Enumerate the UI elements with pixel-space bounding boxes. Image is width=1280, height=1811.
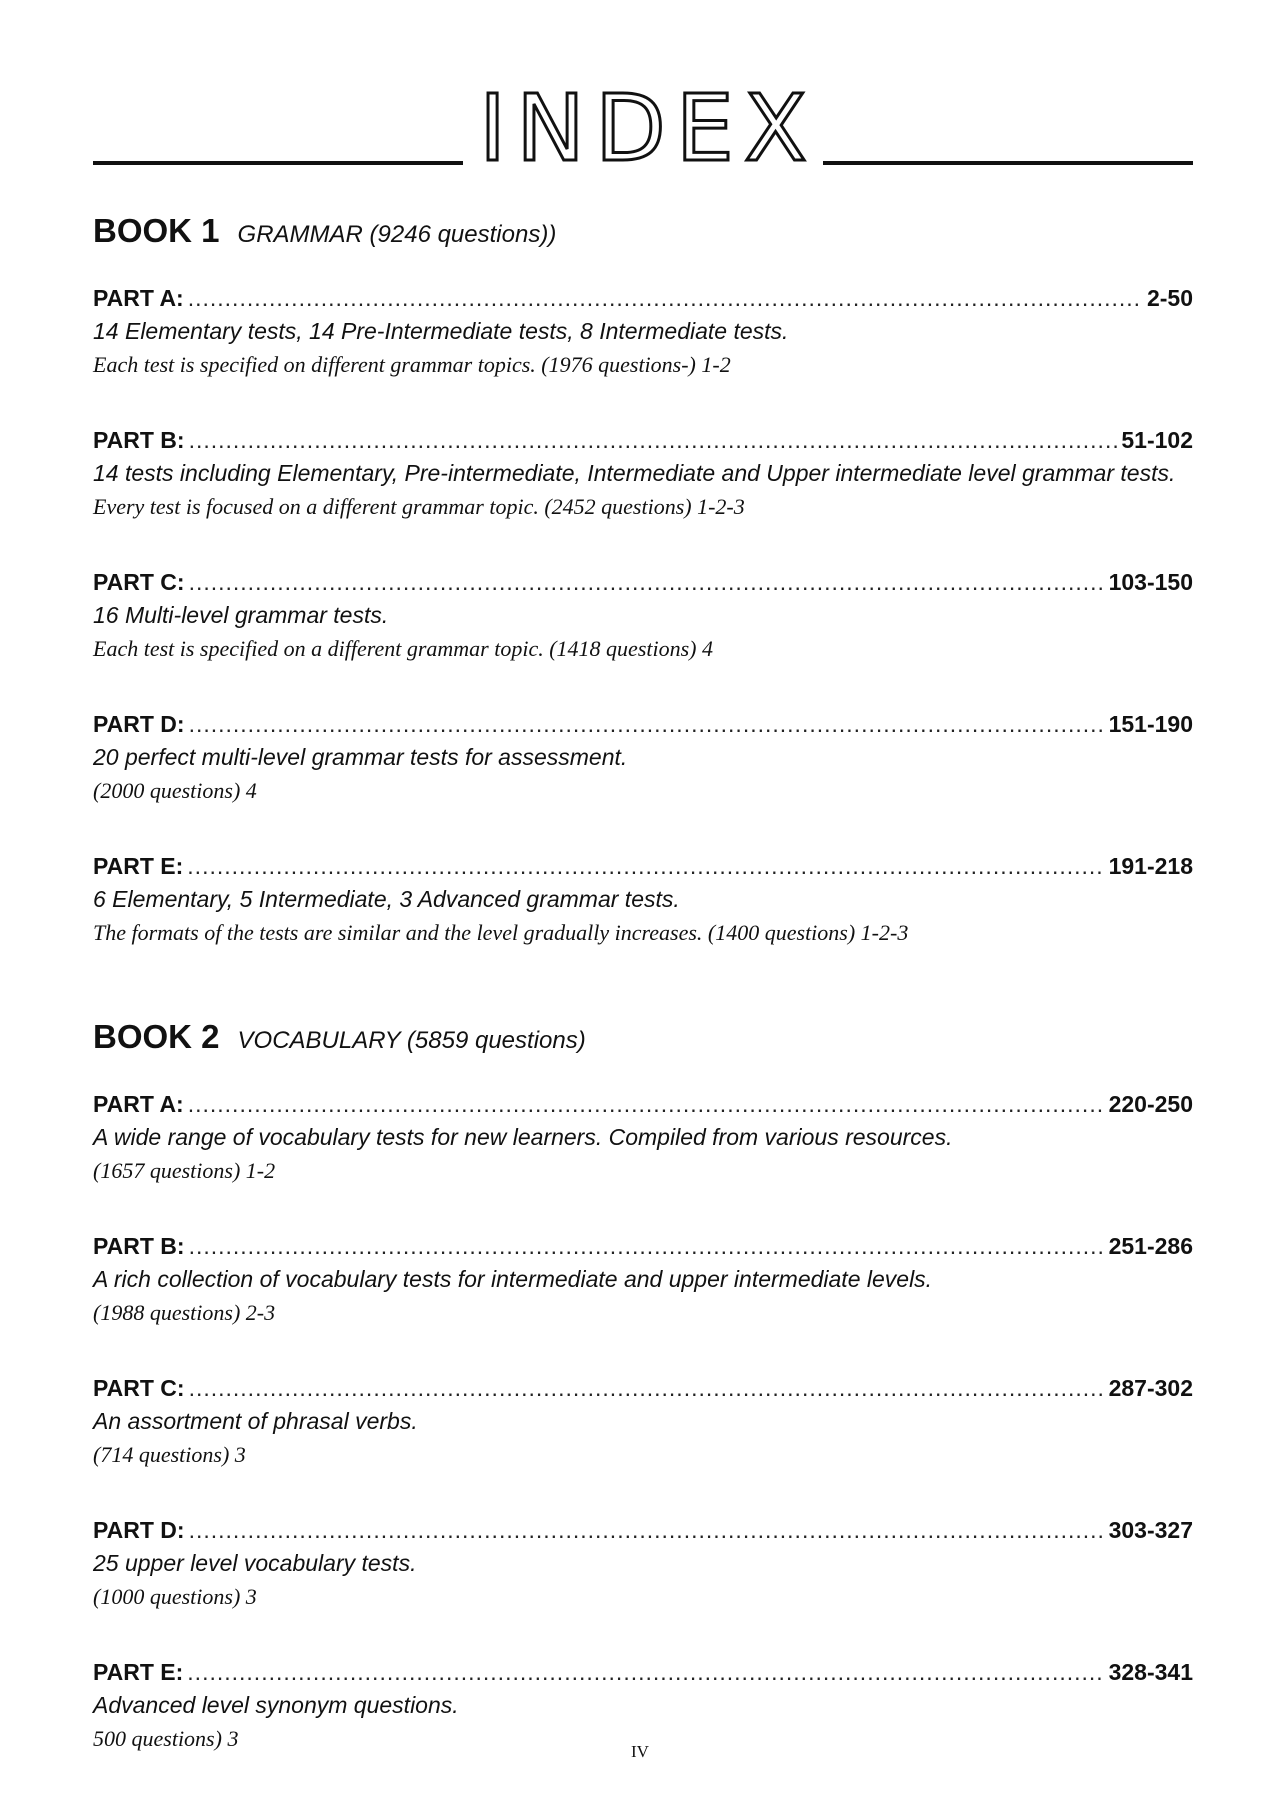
dot-leader xyxy=(189,1514,1105,1546)
part-label: PART A: xyxy=(93,285,184,311)
page-range: 103-150 xyxy=(1108,569,1193,595)
index-entry-book1-part-d[interactable] xyxy=(93,708,1193,808)
part-description: 6 Elementary, 5 Intermediate, 3 Advanced grammar tests. xyxy=(93,886,680,912)
part-note: (1000 questions) 3 xyxy=(93,1584,257,1609)
page-range: 251-286 xyxy=(1108,1233,1193,1259)
book-subtitle: GRAMMAR (9246 questions)) xyxy=(237,221,557,248)
page-number: IV xyxy=(631,1742,649,1761)
part-label: PART C: xyxy=(93,569,185,595)
index-entry-book1-part-b[interactable] xyxy=(93,424,1193,524)
book-heading xyxy=(93,212,1193,258)
book-2-section xyxy=(93,1018,1193,1798)
book-label: BOOK 2 xyxy=(93,1018,220,1055)
part-note: 500 questions) 3 xyxy=(93,1726,239,1751)
page-range: 2-50 xyxy=(1146,285,1193,311)
part-note: Every test is focused on a different grammar topic. (2452 questions) 1-2-3 xyxy=(93,494,745,519)
index-entry-book2-part-b[interactable] xyxy=(93,1230,1193,1330)
page-range: 287-302 xyxy=(1108,1375,1193,1401)
index-entry-book2-part-c[interactable] xyxy=(93,1372,1193,1472)
book-1-section xyxy=(93,212,1193,992)
part-note: (1657 questions) 1-2 xyxy=(93,1158,276,1183)
dot-leader xyxy=(187,850,1104,882)
part-label: PART C: xyxy=(93,1375,185,1401)
book-label: BOOK 1 xyxy=(93,212,220,249)
dot-leader xyxy=(187,1656,1104,1688)
page-range: 328-341 xyxy=(1108,1659,1193,1685)
page-range: 51-102 xyxy=(1121,427,1193,453)
index-entry-book1-part-a[interactable] xyxy=(93,282,1193,382)
dot-leader xyxy=(188,282,1143,314)
part-description: 20 perfect multi-level grammar tests for assessment. xyxy=(93,744,628,770)
part-description: 14 tests including Elementary, Pre-intermediate, Intermediate and Upper intermediate level grammar tests. xyxy=(93,460,1176,486)
dot-leader xyxy=(188,1088,1105,1120)
part-description: 16 Multi-level grammar tests. xyxy=(93,602,389,628)
part-description: 14 Elementary tests, 14 Pre-Intermediate tests, 8 Intermediate tests. xyxy=(93,318,789,344)
part-label: PART B: xyxy=(93,427,185,453)
dot-leader xyxy=(189,1372,1105,1404)
part-note: (2000 questions) 4 xyxy=(93,778,257,803)
page-range: 220-250 xyxy=(1108,1091,1193,1117)
part-note: (714 questions) 3 xyxy=(93,1442,246,1467)
dot-leader xyxy=(189,708,1105,740)
page-title-text: INDEX xyxy=(463,88,823,170)
part-label: PART D: xyxy=(93,711,185,737)
part-note: Each test is specified on a different grammar topic. (1418 questions) 4 xyxy=(93,636,713,661)
page-range: 191-218 xyxy=(1108,853,1193,879)
part-note: The formats of the tests are similar and the level gradually increases. (1400 questions) 1-2-3 xyxy=(93,920,909,945)
part-description: Advanced level synonym questions. xyxy=(93,1692,459,1718)
book-subtitle: VOCABULARY (5859 questions) xyxy=(237,1027,586,1054)
index-entry-book1-part-c[interactable] xyxy=(93,566,1193,666)
page-range: 151-190 xyxy=(1108,711,1193,737)
index-entry-book2-part-e[interactable] xyxy=(93,1656,1193,1756)
part-label: PART E: xyxy=(93,1659,184,1685)
part-description: A rich collection of vocabulary tests for intermediate and upper intermediate levels. xyxy=(93,1266,933,1292)
part-note: (1988 questions) 2-3 xyxy=(93,1300,276,1325)
part-label: PART B: xyxy=(93,1233,185,1259)
dot-leader xyxy=(189,1230,1105,1262)
part-description: 25 upper level vocabulary tests. xyxy=(93,1550,417,1576)
page-range: 303-327 xyxy=(1108,1517,1193,1543)
part-description: An assortment of phrasal verbs. xyxy=(93,1408,418,1434)
index-entry-book1-part-e[interactable] xyxy=(93,850,1193,950)
index-entry-book2-part-a[interactable] xyxy=(93,1088,1193,1188)
part-label: PART A: xyxy=(93,1091,184,1117)
dot-leader xyxy=(189,424,1118,456)
part-note: Each test is specified on different grammar topics. (1976 questions-) 1-2 xyxy=(93,352,731,377)
dot-leader xyxy=(189,566,1105,598)
index-title-block xyxy=(93,75,1193,182)
index-entry-book2-part-d[interactable] xyxy=(93,1514,1193,1614)
book-heading xyxy=(93,1018,1193,1064)
part-description: A wide range of vocabulary tests for new learners. Compiled from various resources. xyxy=(93,1124,953,1150)
part-label: PART D: xyxy=(93,1517,185,1543)
part-label: PART E: xyxy=(93,853,184,879)
page-title xyxy=(93,75,1193,182)
